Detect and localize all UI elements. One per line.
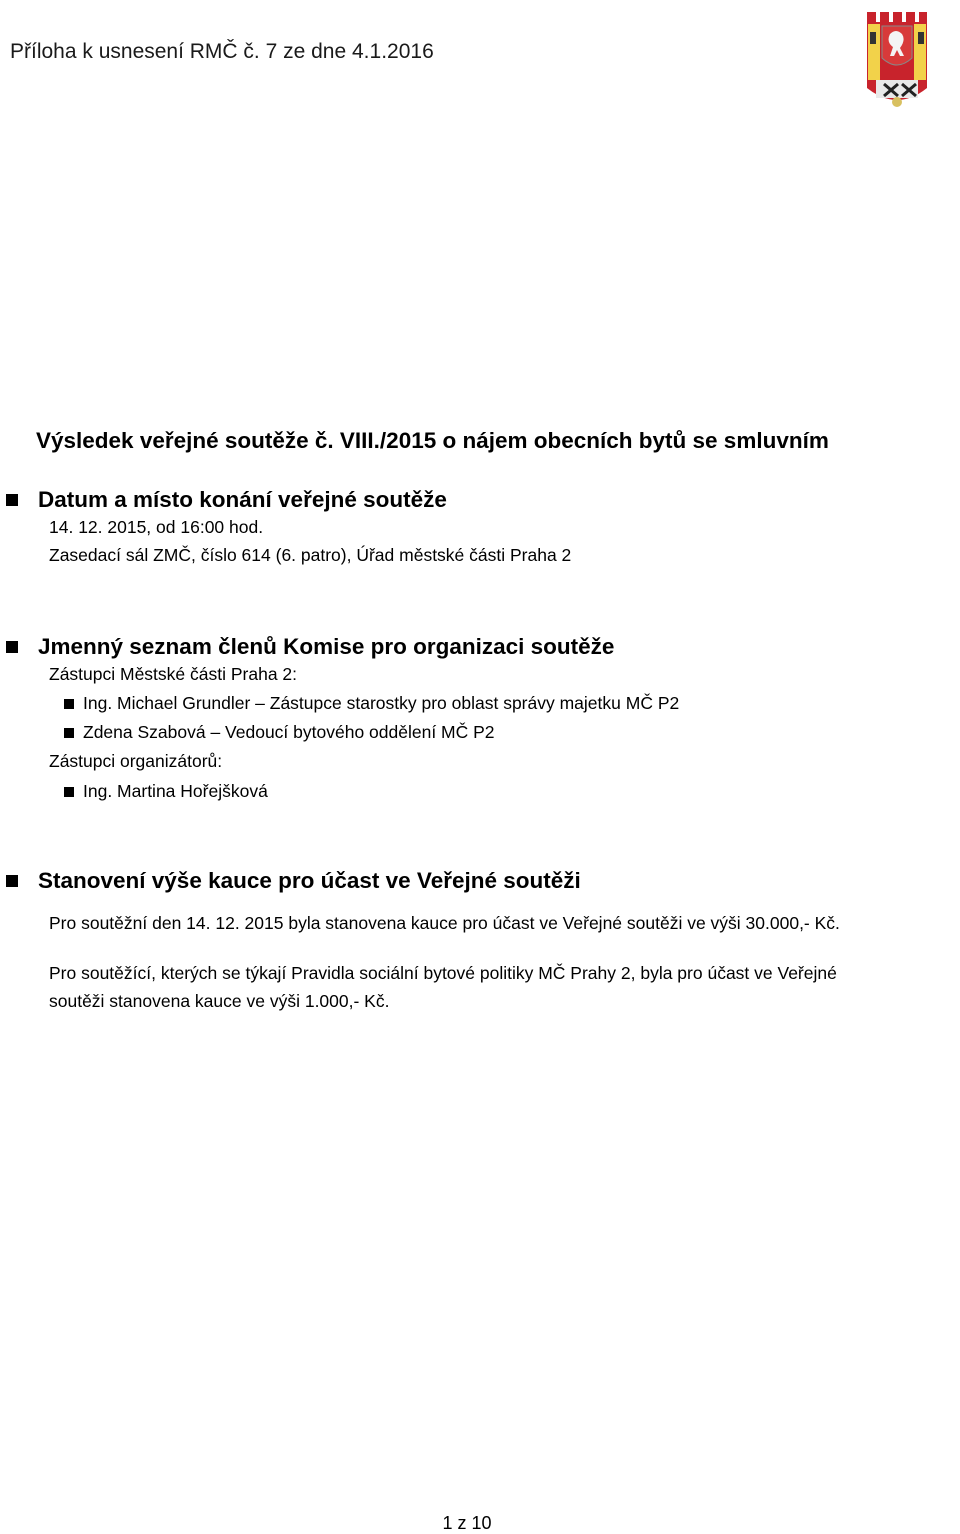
bullet-square-icon [64,728,74,738]
deposit-paragraph: Pro soutěžní den 14. 12. 2015 byla stanovena kauce pro účast ve Veřejné soutěži ve výši 30.000,- Kč. [49,913,840,933]
bullet-square-icon [64,787,74,797]
bullet-square-icon [64,699,74,709]
section-heading-date-place [6,487,447,513]
committee-group-label: Zástupci Městské části Praha 2: [49,664,298,684]
section-heading-text: Jmenný seznam členů Komise pro organizaci soutěže [38,634,615,659]
committee-member-item [64,781,268,802]
bullet-square-icon [6,641,18,653]
committee-member-text: Zdena Szabová – Vedoucí bytového oddělení MČ P2 [83,722,495,742]
social-deposit-paragraph-line: soutěži stanovena kauce ve výši 1.000,- Kč. [49,991,390,1011]
annex-header-note: Příloha k usnesení RMČ č. 7 ze dne 4.1.2016 [10,40,434,63]
section-heading-text: Datum a místo konání veřejné soutěže [38,487,447,512]
committee-member-text: Ing. Martina Hořejšková [83,781,268,801]
section-heading-deposit [6,868,581,894]
event-date-line: 14. 12. 2015, od 16:00 hod. [49,517,264,537]
section-heading-text: Stanovení výše kauce pro účast ve Veřejné soutěži [38,868,581,893]
event-place-line: Zasedací sál ZMČ, číslo 614 (6. patro), Úřad městské části Praha 2 [49,545,572,565]
document-title: Výsledek veřejné soutěže č. VIII./2015 o nájem obecních bytů se smluvním [36,428,829,453]
prague-2-coat-of-arms-icon [866,10,928,110]
committee-member-item [64,693,679,714]
committee-member-item [64,722,495,743]
social-deposit-paragraph-line: Pro soutěžící, kterých se týkají Pravidla sociální bytové politiky MČ Prahy 2, byla pro účast ve Veřejné [49,963,837,983]
bullet-square-icon [6,875,18,887]
committee-member-text: Ing. Michael Grundler – Zástupce starostky pro oblast správy majetku MČ P2 [83,693,680,713]
bullet-square-icon [6,494,18,506]
page-number: 1 z 10 [442,1513,492,1533]
section-heading-committee [6,634,614,660]
committee-group-label: Zástupci organizátorů: [49,751,223,771]
